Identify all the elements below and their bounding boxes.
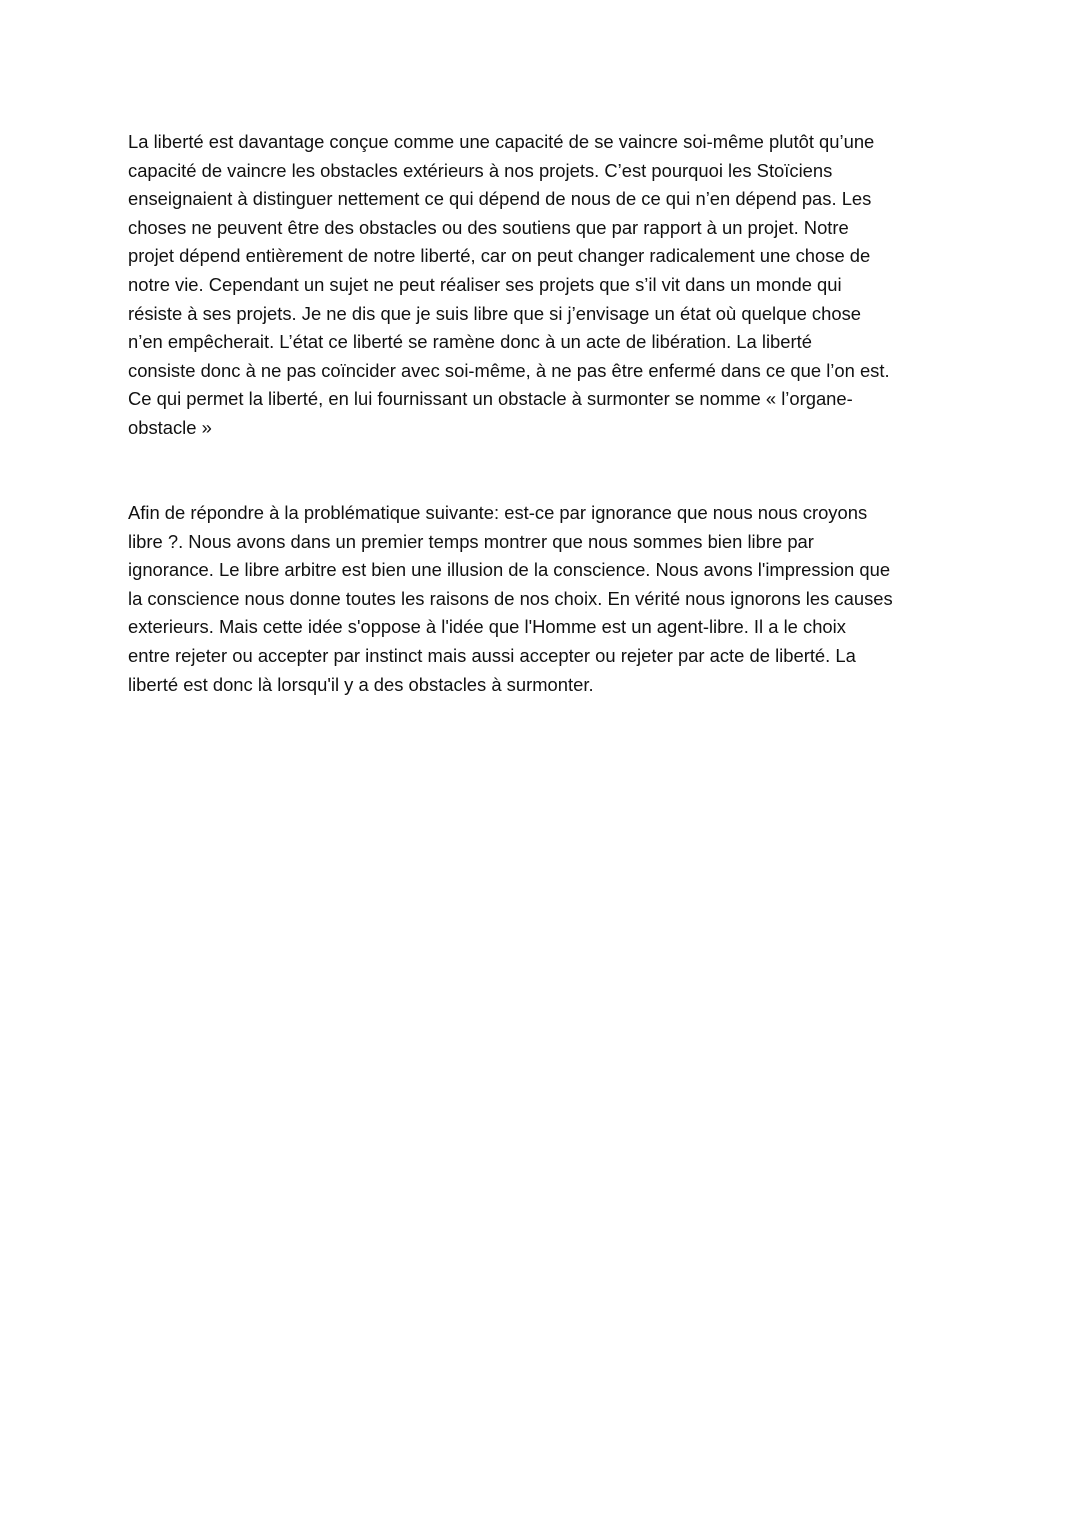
- paragraph-1: [128, 128, 958, 443]
- paragraph-line: La liberté est davantage conçue comme une capacité de se vaincre soi-même plutôt qu’une: [128, 131, 875, 152]
- paragraph-line: obstacle »: [128, 416, 212, 438]
- paragraph-line: choses ne peuvent être des obstacles ou des soutiens que par rapport à un projet. Notre: [128, 216, 849, 238]
- paragraph-line: capacité de vaincre les obstacles extérieurs à nos projets. C’est pourquoi les Stoïciens: [128, 159, 833, 181]
- paragraph-line: exterieurs. Mais cette idée s'oppose à l'idée que l'Homme est un agent-libre. Il a le choix: [128, 616, 846, 638]
- paragraph-line: entre rejeter ou accepter par instinct mais aussi accepter ou rejeter par acte de liberté. La: [128, 644, 856, 666]
- paragraph-line: liberté est donc là lorsqu'il y a des obstacles à surmonter.: [128, 673, 594, 695]
- paragraph-line: Ce qui permet la liberté, en lui fournissant un obstacle à surmonter se nomme « l’organe-: [128, 388, 853, 410]
- paragraph-line: ignorance. Le libre arbitre est bien une illusion de la conscience. Nous avons l'impression que: [128, 559, 891, 581]
- paragraph-line: notre vie. Cependant un sujet ne peut réaliser ses projets que s’il vit dans un monde qui: [128, 273, 842, 295]
- paragraph-line: n’en empêcherait. L’état ce liberté se ramène donc à un acte de libération. La liberté: [128, 331, 812, 353]
- paragraph-line: la conscience nous donne toutes les raisons de nos choix. En vérité nous ignorons les causes: [128, 587, 893, 609]
- paragraph-line: résiste à ses projets. Je ne dis que je suis libre que si j’envisage un état où quelque chose: [128, 302, 862, 324]
- paragraph-2: [128, 499, 958, 699]
- paragraph-line: projet dépend entièrement de notre liberté, car on peut changer radicalement une chose de: [128, 245, 871, 267]
- paragraph-line: consiste donc à ne pas coïncider avec soi-même, à ne pas être enfermé dans ce que l’on est.: [128, 359, 890, 381]
- paragraph-line: enseignaient à distinguer nettement ce qui dépend de nous de ce qui n’en dépend pas. Les: [128, 188, 872, 210]
- paragraph-line: libre ?. Nous avons dans un premier temps montrer que nous sommes bien libre par: [128, 530, 814, 552]
- paragraph-line: Afin de répondre à la problématique suivante: est-ce par ignorance que nous nous croyons: [128, 502, 868, 523]
